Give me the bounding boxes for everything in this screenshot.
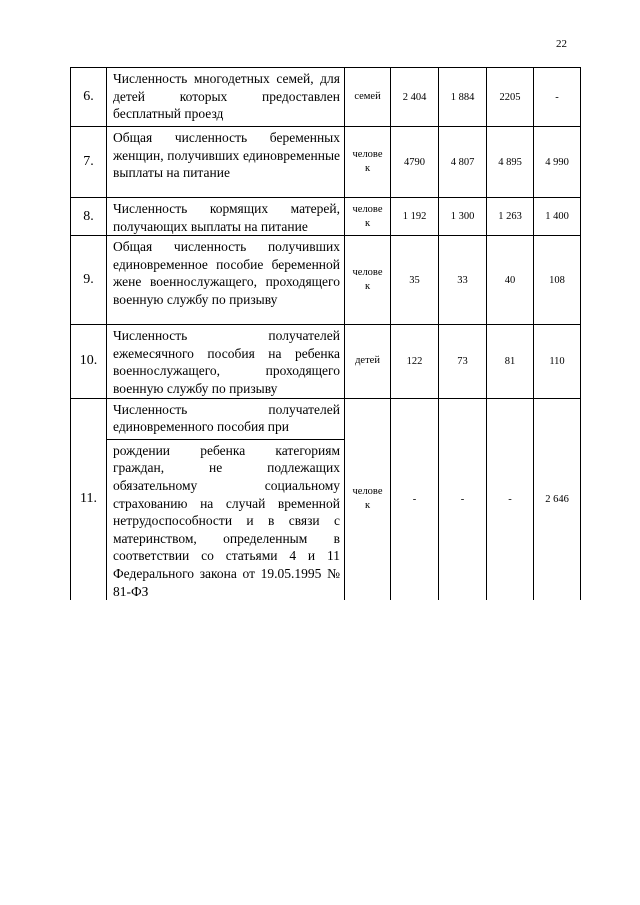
row-description xyxy=(107,398,345,600)
statistics-table xyxy=(70,67,581,600)
table-row xyxy=(71,398,581,600)
row-value-3: 40 xyxy=(487,236,534,325)
row-value-1: - xyxy=(391,398,439,600)
row-value-4: - xyxy=(534,68,581,127)
row-unit: человек xyxy=(345,398,391,600)
row-value-4: 2 646 xyxy=(534,398,581,600)
table-row xyxy=(71,68,581,127)
row-unit: человек xyxy=(345,127,391,198)
row-description xyxy=(107,198,345,236)
row-description-text-top: Численность получателей единовременного пособия при xyxy=(113,401,340,435)
row-description-text: Численность многодетных семей, для детей которых предоставлен бесплатный проезд xyxy=(113,71,340,122)
row-value-4: 1 400 xyxy=(534,198,581,236)
row-value-3: 1 263 xyxy=(487,198,534,236)
row-number: 8. xyxy=(71,198,107,236)
row-description xyxy=(107,236,345,325)
row-number: 7. xyxy=(71,127,107,198)
table-row xyxy=(71,198,581,236)
row-unit: семей xyxy=(345,68,391,127)
row-value-2: 33 xyxy=(439,236,487,325)
row-value-4: 4 990 xyxy=(534,127,581,198)
row-unit: человек xyxy=(345,198,391,236)
row-value-1: 4790 xyxy=(391,127,439,198)
table-row xyxy=(71,236,581,325)
row-value-4: 108 xyxy=(534,236,581,325)
row-value-3: - xyxy=(487,398,534,600)
row-value-2: 1 300 xyxy=(439,198,487,236)
row-number: 10. xyxy=(71,325,107,398)
row-unit: человек xyxy=(345,236,391,325)
row-number: 9. xyxy=(71,236,107,325)
row-value-2: 73 xyxy=(439,325,487,398)
page-number: 22 xyxy=(556,38,567,50)
row-description xyxy=(107,127,345,198)
row-value-2: - xyxy=(439,398,487,600)
row-description-text: Численность получателей ежемесячного пособия на ребенка военнослужащего, проходящего военную службу по призыву xyxy=(113,328,340,396)
row-number: 6. xyxy=(71,68,107,127)
table-row xyxy=(71,325,581,398)
row-value-2: 4 807 xyxy=(439,127,487,198)
row-description xyxy=(107,325,345,398)
row-description-text: рождении ребенка категориям граждан, не подлежащих обязательному социальному страхованию на случай временной нетрудоспособности и в связи с материнством, определенным в соответствии со статьями 4 и 11 Федерального закона от 19.05.1995 № 81-ФЗ xyxy=(113,442,340,599)
row-unit: детей xyxy=(345,325,391,398)
row-value-1: 2 404 xyxy=(391,68,439,127)
row-value-1: 1 192 xyxy=(391,198,439,236)
row-description-text: Численность кормящих матерей, получающих выплаты на питание xyxy=(113,201,340,234)
row-description-text: Общая численность получивших единовременное пособие беременной жене военнослужащего, проходящего военную службу по призыву xyxy=(113,239,340,307)
row-value-4: 110 xyxy=(534,325,581,398)
row-description xyxy=(107,68,345,127)
table-row xyxy=(71,127,581,198)
row-value-3: 2205 xyxy=(487,68,534,127)
row-description-text: Общая численность беременных женщин, получивших единовременные выплаты на питание xyxy=(113,130,340,181)
row-value-1: 35 xyxy=(391,236,439,325)
row-number: 11. xyxy=(71,398,107,600)
row-value-2: 1 884 xyxy=(439,68,487,127)
row-value-3: 4 895 xyxy=(487,127,534,198)
row-value-1: 122 xyxy=(391,325,439,398)
row-value-3: 81 xyxy=(487,325,534,398)
